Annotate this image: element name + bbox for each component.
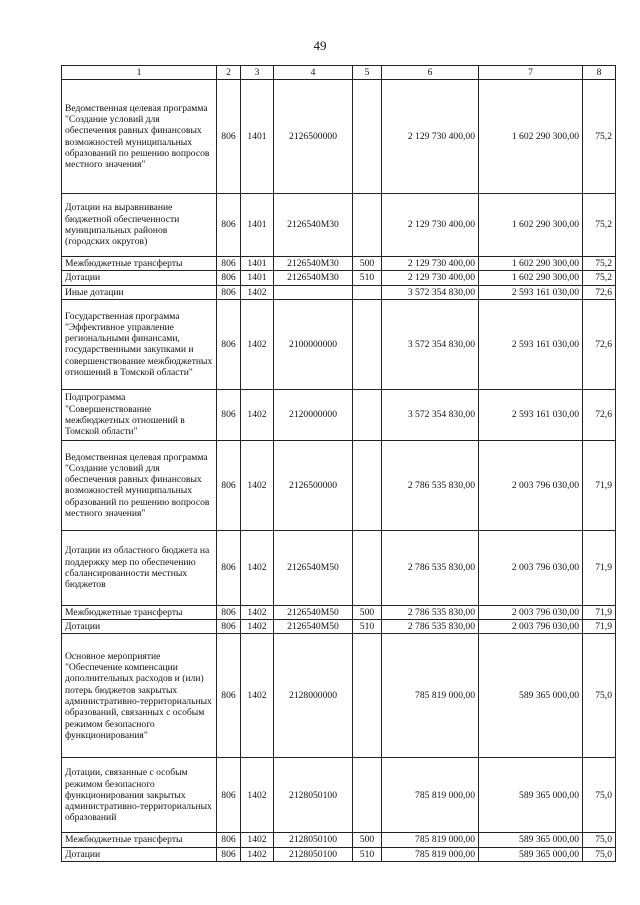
section-code: 1402 — [241, 605, 274, 619]
expense-type — [353, 530, 382, 605]
expense-type: 510 — [353, 847, 382, 861]
ministry-code: 806 — [217, 299, 241, 389]
section-code: 1402 — [241, 847, 274, 861]
table-body — [62, 66, 616, 862]
section-code: 1402 — [241, 530, 274, 605]
row-name: Ведомственная целевая программа "Создание условий для обеспечения равных финансовых возможностей муниципальных образований по решению вопросов местного значения" — [62, 80, 217, 194]
section-code: 1402 — [241, 833, 274, 847]
column-header: 7 — [479, 66, 583, 80]
target-article: 2126500000 — [274, 440, 353, 530]
actual-amount: 1 602 290 300,00 — [479, 257, 583, 271]
actual-amount: 2 003 796 030,00 — [479, 530, 583, 605]
planned-amount: 3 572 354 830,00 — [382, 285, 479, 299]
planned-amount: 2 786 535 830,00 — [382, 440, 479, 530]
target-article: 2120000000 — [274, 389, 353, 440]
row-name: Межбюджетные трансферты — [62, 833, 217, 847]
planned-amount: 3 572 354 830,00 — [382, 299, 479, 389]
expense-type — [353, 758, 382, 833]
ministry-code: 806 — [217, 530, 241, 605]
column-header: 6 — [382, 66, 479, 80]
actual-amount: 2 593 161 030,00 — [479, 299, 583, 389]
execution-percent: 71,9 — [583, 605, 616, 619]
page-number: 49 — [313, 38, 327, 53]
target-article: 2126540М30 — [274, 257, 353, 271]
target-article: 2128050100 — [274, 758, 353, 833]
ministry-code: 806 — [217, 833, 241, 847]
target-article — [274, 285, 353, 299]
ministry-code: 806 — [217, 605, 241, 619]
expense-type — [353, 194, 382, 257]
table-row — [62, 271, 616, 285]
row-name: Межбюджетные трансферты — [62, 257, 217, 271]
column-header: 5 — [353, 66, 382, 80]
table-header-row — [62, 66, 616, 80]
expense-type: 500 — [353, 833, 382, 847]
planned-amount: 2 129 730 400,00 — [382, 271, 479, 285]
expense-type — [353, 634, 382, 758]
actual-amount: 2 003 796 030,00 — [479, 620, 583, 634]
target-article: 2128050100 — [274, 847, 353, 861]
row-name: Иные дотации — [62, 285, 217, 299]
actual-amount: 589 365 000,00 — [479, 634, 583, 758]
execution-percent: 75,2 — [583, 257, 616, 271]
ministry-code: 806 — [217, 257, 241, 271]
target-article: 2126540М50 — [274, 605, 353, 619]
execution-percent: 72,6 — [583, 389, 616, 440]
execution-percent: 75,0 — [583, 847, 616, 861]
ministry-code: 806 — [217, 194, 241, 257]
execution-percent: 75,2 — [583, 80, 616, 194]
ministry-code: 806 — [217, 758, 241, 833]
execution-percent: 75,0 — [583, 634, 616, 758]
expense-type — [353, 299, 382, 389]
ministry-code: 806 — [217, 389, 241, 440]
table-row — [62, 440, 616, 530]
target-article: 2100000000 — [274, 299, 353, 389]
section-code: 1402 — [241, 758, 274, 833]
expense-type: 510 — [353, 271, 382, 285]
planned-amount: 2 129 730 400,00 — [382, 194, 479, 257]
section-code: 1402 — [241, 285, 274, 299]
execution-percent: 72,6 — [583, 285, 616, 299]
target-article: 2126500000 — [274, 80, 353, 194]
execution-percent: 72,6 — [583, 299, 616, 389]
row-name: Дотации, связанные с особым режимом безопасного функционирования закрытых административно-территориальных образований — [62, 758, 217, 833]
section-code: 1402 — [241, 299, 274, 389]
actual-amount: 2 003 796 030,00 — [479, 440, 583, 530]
planned-amount: 785 819 000,00 — [382, 634, 479, 758]
row-name: Дотации — [62, 271, 217, 285]
actual-amount: 2 593 161 030,00 — [479, 285, 583, 299]
table-row — [62, 80, 616, 194]
ministry-code: 806 — [217, 440, 241, 530]
actual-amount: 589 365 000,00 — [479, 847, 583, 861]
execution-percent: 71,9 — [583, 440, 616, 530]
actual-amount: 589 365 000,00 — [479, 833, 583, 847]
ministry-code: 806 — [217, 847, 241, 861]
execution-percent: 71,9 — [583, 530, 616, 605]
expense-type — [353, 80, 382, 194]
target-article: 2126540М30 — [274, 194, 353, 257]
target-article: 2126540М50 — [274, 530, 353, 605]
planned-amount: 2 786 535 830,00 — [382, 530, 479, 605]
table-row — [62, 389, 616, 440]
ministry-code: 806 — [217, 634, 241, 758]
expense-type: 510 — [353, 620, 382, 634]
actual-amount: 589 365 000,00 — [479, 758, 583, 833]
section-code: 1402 — [241, 634, 274, 758]
execution-percent: 71,9 — [583, 620, 616, 634]
planned-amount: 2 129 730 400,00 — [382, 80, 479, 194]
section-code: 1401 — [241, 257, 274, 271]
planned-amount: 785 819 000,00 — [382, 847, 479, 861]
planned-amount: 2 786 535 830,00 — [382, 605, 479, 619]
ministry-code: 806 — [217, 271, 241, 285]
execution-percent: 75,2 — [583, 194, 616, 257]
target-article: 2126540М50 — [274, 620, 353, 634]
section-code: 1402 — [241, 620, 274, 634]
ministry-code: 806 — [217, 80, 241, 194]
section-code: 1402 — [241, 440, 274, 530]
table-row — [62, 530, 616, 605]
execution-percent: 75,2 — [583, 271, 616, 285]
row-name: Ведомственная целевая программа "Создание условий для обеспечения равных финансовых возможностей муниципальных образований по решению вопросов местного значения" — [62, 440, 217, 530]
expense-type — [353, 285, 382, 299]
row-name: Государственная программа "Эффективное управление региональными финансами, государственными закупками и совершенствование межбюджетных отношений в Томской области" — [62, 299, 217, 389]
planned-amount: 2 129 730 400,00 — [382, 257, 479, 271]
actual-amount: 2 003 796 030,00 — [479, 605, 583, 619]
table-row — [62, 605, 616, 619]
row-name: Подпрограмма "Совершенствование межбюджетных отношений в Томской области" — [62, 389, 217, 440]
row-name: Основное мероприятие "Обеспечение компенсации дополнительных расходов и (или) потерь бюджетов закрытых административно-территориальных образований, связанных с особым режимом безопасного функционирования" — [62, 634, 217, 758]
column-header: 4 — [274, 66, 353, 80]
expense-type — [353, 440, 382, 530]
table-row — [62, 285, 616, 299]
table-row — [62, 620, 616, 634]
table-row — [62, 847, 616, 861]
execution-percent: 75,0 — [583, 758, 616, 833]
target-article: 2128000000 — [274, 634, 353, 758]
column-header: 8 — [583, 66, 616, 80]
table-row — [62, 194, 616, 257]
planned-amount: 3 572 354 830,00 — [382, 389, 479, 440]
expense-type: 500 — [353, 605, 382, 619]
table-row — [62, 299, 616, 389]
section-code: 1401 — [241, 80, 274, 194]
section-code: 1401 — [241, 271, 274, 285]
planned-amount: 2 786 535 830,00 — [382, 620, 479, 634]
table-row — [62, 257, 616, 271]
actual-amount: 2 593 161 030,00 — [479, 389, 583, 440]
row-name: Межбюджетные трансферты — [62, 605, 217, 619]
planned-amount: 785 819 000,00 — [382, 758, 479, 833]
row-name: Дотации — [62, 620, 217, 634]
execution-percent: 75,0 — [583, 833, 616, 847]
ministry-code: 806 — [217, 285, 241, 299]
column-header: 3 — [241, 66, 274, 80]
column-header: 1 — [62, 66, 217, 80]
column-header: 2 — [217, 66, 241, 80]
expense-type — [353, 389, 382, 440]
row-name: Дотации на выравнивание бюджетной обеспеченности муниципальных районов (городских округов) — [62, 194, 217, 257]
actual-amount: 1 602 290 300,00 — [479, 271, 583, 285]
table-row — [62, 758, 616, 833]
ministry-code: 806 — [217, 620, 241, 634]
expense-type: 500 — [353, 257, 382, 271]
planned-amount: 785 819 000,00 — [382, 833, 479, 847]
section-code: 1401 — [241, 194, 274, 257]
target-article: 2128050100 — [274, 833, 353, 847]
actual-amount: 1 602 290 300,00 — [479, 80, 583, 194]
section-code: 1402 — [241, 389, 274, 440]
actual-amount: 1 602 290 300,00 — [479, 194, 583, 257]
table-row — [62, 833, 616, 847]
budget-table — [61, 65, 616, 862]
row-name: Дотации — [62, 847, 217, 861]
row-name: Дотации из областного бюджета на поддержку мер по обеспечению сбалансированности местных бюджетов — [62, 530, 217, 605]
target-article: 2126540М30 — [274, 271, 353, 285]
table-row — [62, 634, 616, 758]
